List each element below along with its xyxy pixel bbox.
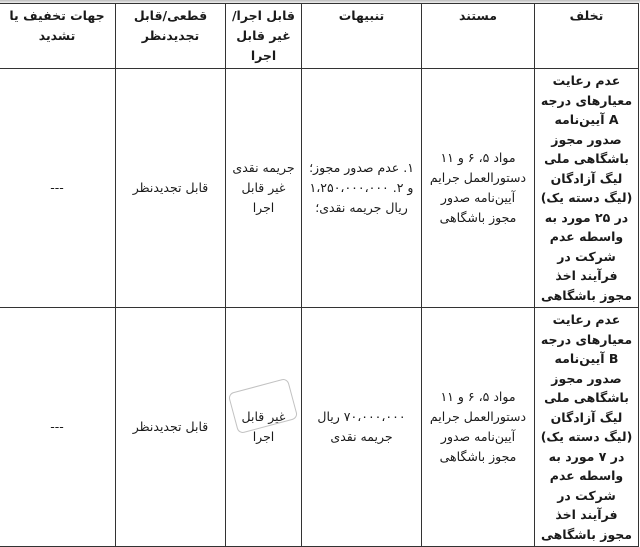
- table-row: [0, 69, 639, 308]
- cell-mitigation: ---: [0, 308, 116, 547]
- cell-penalties: ۷۰،۰۰۰،۰۰۰ ریال جریمه نقدی: [302, 308, 422, 547]
- header-mitigation: جهات تخفیف یا تشدید: [0, 4, 116, 69]
- cell-mitigation: ---: [0, 69, 116, 308]
- violations-table: [0, 3, 639, 547]
- cell-final: قابل تجدیدنظر: [116, 69, 226, 308]
- cell-penalties: ۱. عدم صدور مجوز؛ و ۲. ۱،۲۵۰،۰۰۰،۰۰۰ ریال جریمه نقدی؛: [302, 69, 422, 308]
- cell-enforceable: جریمه نقدی غیر قابل اجرا: [226, 69, 302, 308]
- header-basis: مستند: [422, 4, 535, 69]
- cell-violation: عدم رعایت معیارهای درجه B آیین‌نامه صدور مجوز باشگاهی ملی لیگ آزادگان (لیگ دسته یک) در ۷ مورد به واسطه عدم شرکت در فرآیند اخذ مجوز باشگاهی: [535, 308, 639, 547]
- header-violation: تخلف: [535, 4, 639, 69]
- cell-basis: مواد ۵، ۶ و ۱۱ دستورالعمل جرایم آیین‌نامه صدور مجوز باشگاهی: [422, 69, 535, 308]
- header-penalties: تنبیهات: [302, 4, 422, 69]
- table-row: [0, 308, 639, 547]
- header-final: قطعی/قابل تجدیدنظر: [116, 4, 226, 69]
- header-row: [0, 4, 639, 69]
- cell-violation: عدم رعایت معیارهای درجه A آیین‌نامه صدور مجوز باشگاهی ملی لیگ آزادگان (لیگ دسته یک) در ۲۵ مورد به واسطه عدم شرکت در فرآیند اخذ مجوز باشگاهی: [535, 69, 639, 308]
- header-enforceable: قابل اجرا/غیر قابل اجرا: [226, 4, 302, 69]
- cell-enforceable: غیر قابل اجرا: [226, 308, 302, 547]
- cell-final: قابل تجدیدنظر: [116, 308, 226, 547]
- cell-basis: مواد ۵، ۶ و ۱۱ دستورالعمل جرایم آیین‌نامه صدور مجوز باشگاهی: [422, 308, 535, 547]
